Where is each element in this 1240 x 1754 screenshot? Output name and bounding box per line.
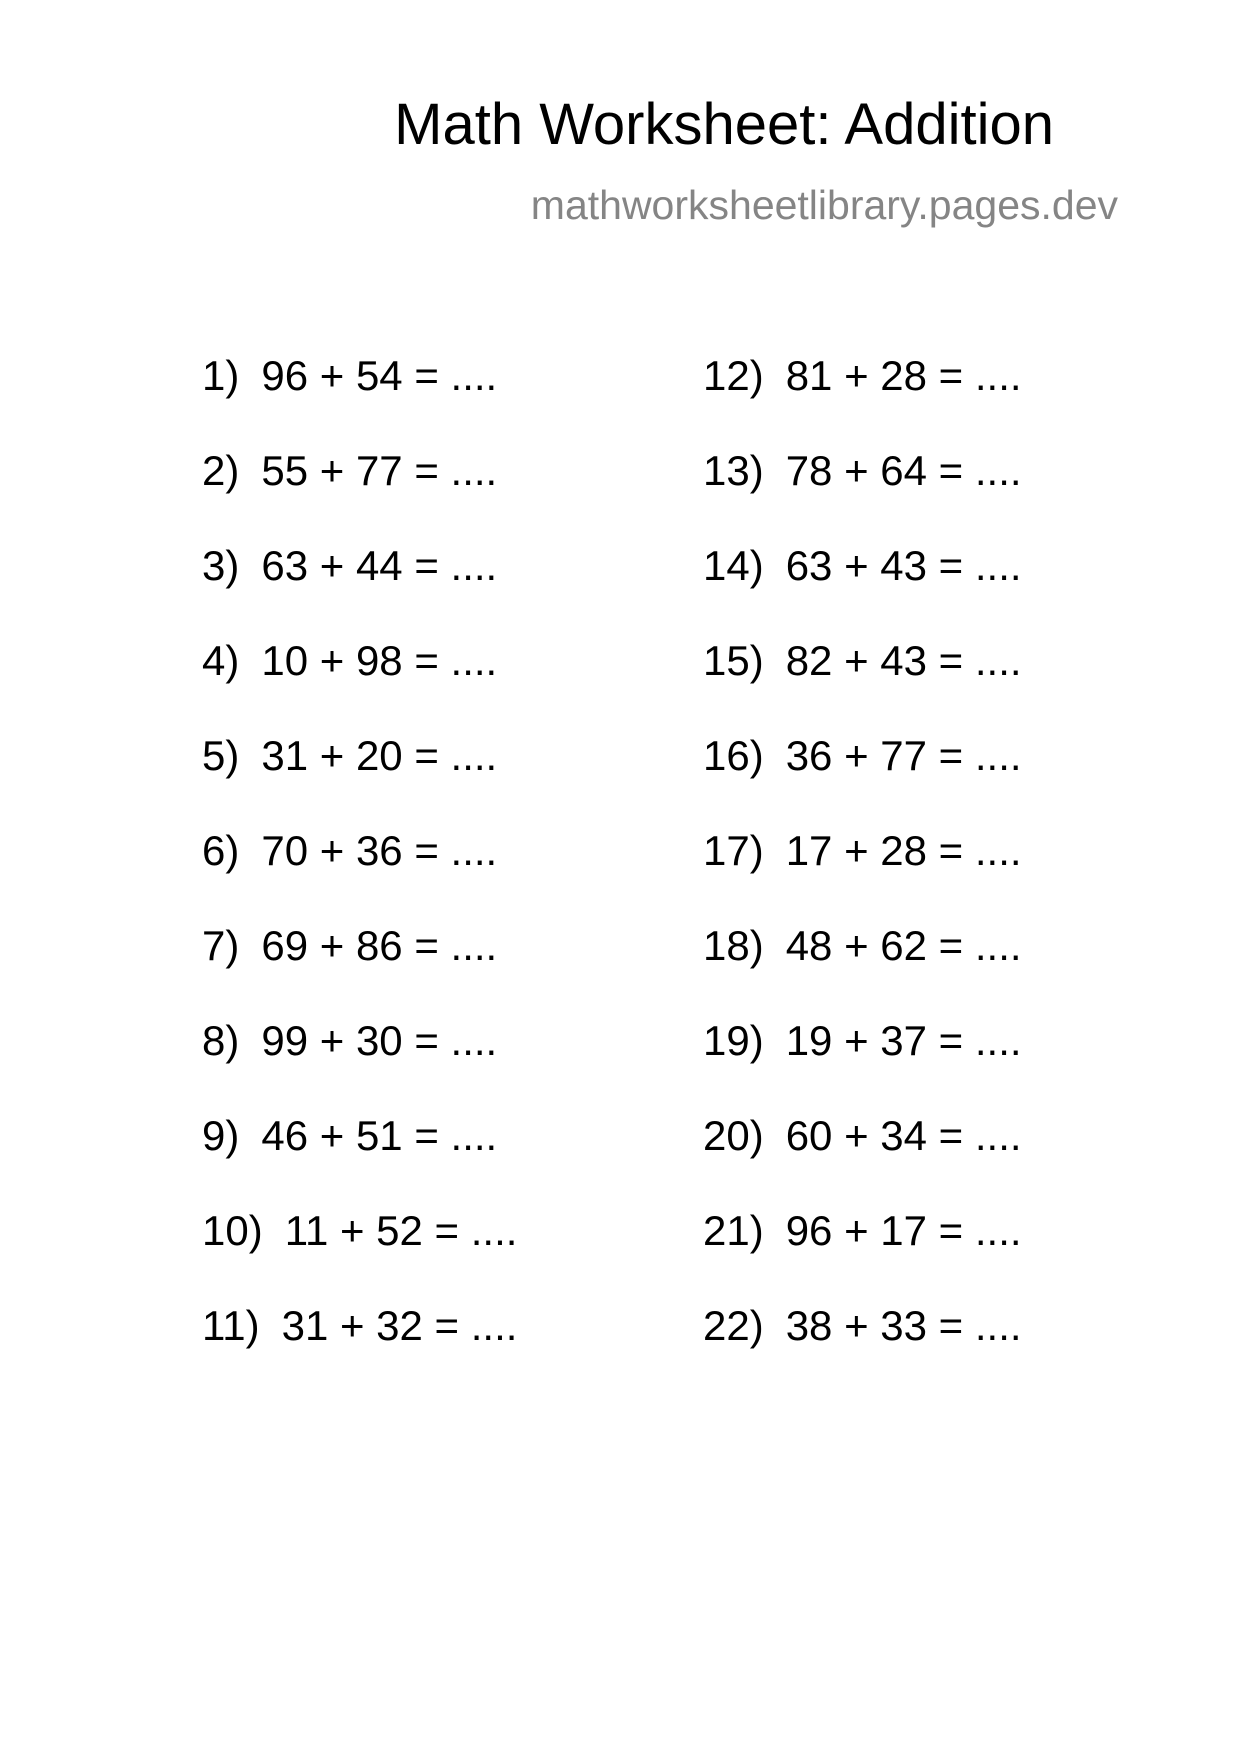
problem-number: 5) xyxy=(202,732,240,779)
problem-item xyxy=(202,637,517,735)
problem-number: 21) xyxy=(703,1207,764,1254)
problem-number: 22) xyxy=(703,1302,764,1349)
problem-number: 11) xyxy=(202,1302,260,1349)
problem-item xyxy=(202,1302,518,1400)
problem-item xyxy=(703,1017,1022,1115)
problem-expression: 38 + 33 = .... xyxy=(785,1302,1022,1349)
problem-item xyxy=(703,732,1022,830)
problem-number: 2) xyxy=(202,447,240,494)
problem-expression: 99 + 30 = .... xyxy=(261,1017,498,1064)
problem-number: 3) xyxy=(202,542,240,589)
problem-expression: 36 + 77 = .... xyxy=(785,732,1022,779)
problem-expression: 48 + 62 = .... xyxy=(785,922,1022,969)
source-url: mathworksheetlibrary.pages.dev xyxy=(530,182,1118,228)
problem-expression: 11 + 52 = .... xyxy=(284,1207,518,1254)
problem-expression: 17 + 28 = .... xyxy=(785,827,1022,874)
problem-item xyxy=(703,447,1022,545)
problem-expression: 55 + 77 = .... xyxy=(261,447,498,494)
problem-item xyxy=(202,1017,517,1115)
problem-expression: 82 + 43 = .... xyxy=(785,637,1022,684)
problem-item xyxy=(202,922,517,1020)
problem-item xyxy=(703,1302,1022,1400)
problem-item xyxy=(202,827,517,925)
problem-item xyxy=(202,732,517,830)
problem-item xyxy=(703,637,1022,735)
problem-item xyxy=(703,542,1022,640)
problem-item xyxy=(202,1207,518,1305)
problem-item xyxy=(202,1112,517,1210)
problem-number: 8) xyxy=(202,1017,240,1064)
problem-expression: 70 + 36 = .... xyxy=(261,827,498,874)
problem-number: 6) xyxy=(202,827,240,874)
problem-number: 19) xyxy=(703,1017,764,1064)
problem-column-right xyxy=(703,352,1022,1400)
problem-expression: 81 + 28 = .... xyxy=(785,352,1022,399)
problem-expression: 60 + 34 = .... xyxy=(785,1112,1022,1159)
problem-number: 13) xyxy=(703,447,764,494)
problem-item xyxy=(202,542,517,640)
problem-column-left xyxy=(202,352,518,1400)
problem-item xyxy=(703,827,1022,925)
problem-number: 17) xyxy=(703,827,764,874)
problem-number: 1) xyxy=(202,352,240,399)
problem-expression: 19 + 37 = .... xyxy=(785,1017,1022,1064)
problem-expression: 10 + 98 = .... xyxy=(261,637,498,684)
problem-expression: 78 + 64 = .... xyxy=(785,447,1022,494)
problem-number: 9) xyxy=(202,1112,240,1159)
worksheet-title: Math Worksheet: Addition xyxy=(394,92,1054,157)
problem-expression: 46 + 51 = .... xyxy=(261,1112,498,1159)
problem-item xyxy=(202,447,517,545)
problem-expression: 31 + 32 = .... xyxy=(281,1302,518,1349)
problem-number: 7) xyxy=(202,922,240,969)
problem-number: 14) xyxy=(703,542,764,589)
problem-item xyxy=(703,1112,1022,1210)
problem-expression: 63 + 44 = .... xyxy=(261,542,498,589)
problem-item xyxy=(202,352,517,450)
problem-number: 12) xyxy=(703,352,764,399)
problem-item xyxy=(703,352,1022,450)
problem-expression: 31 + 20 = .... xyxy=(261,732,498,779)
problem-expression: 63 + 43 = .... xyxy=(785,542,1022,589)
problem-number: 15) xyxy=(703,637,764,684)
problem-item xyxy=(703,922,1022,1020)
problem-expression: 96 + 54 = .... xyxy=(261,352,498,399)
problem-number: 16) xyxy=(703,732,764,779)
problem-item xyxy=(703,1207,1022,1305)
problem-number: 10) xyxy=(202,1207,263,1254)
problem-number: 20) xyxy=(703,1112,764,1159)
problem-number: 4) xyxy=(202,637,240,684)
problem-expression: 69 + 86 = .... xyxy=(261,922,498,969)
problem-expression: 96 + 17 = .... xyxy=(785,1207,1022,1254)
problem-number: 18) xyxy=(703,922,764,969)
